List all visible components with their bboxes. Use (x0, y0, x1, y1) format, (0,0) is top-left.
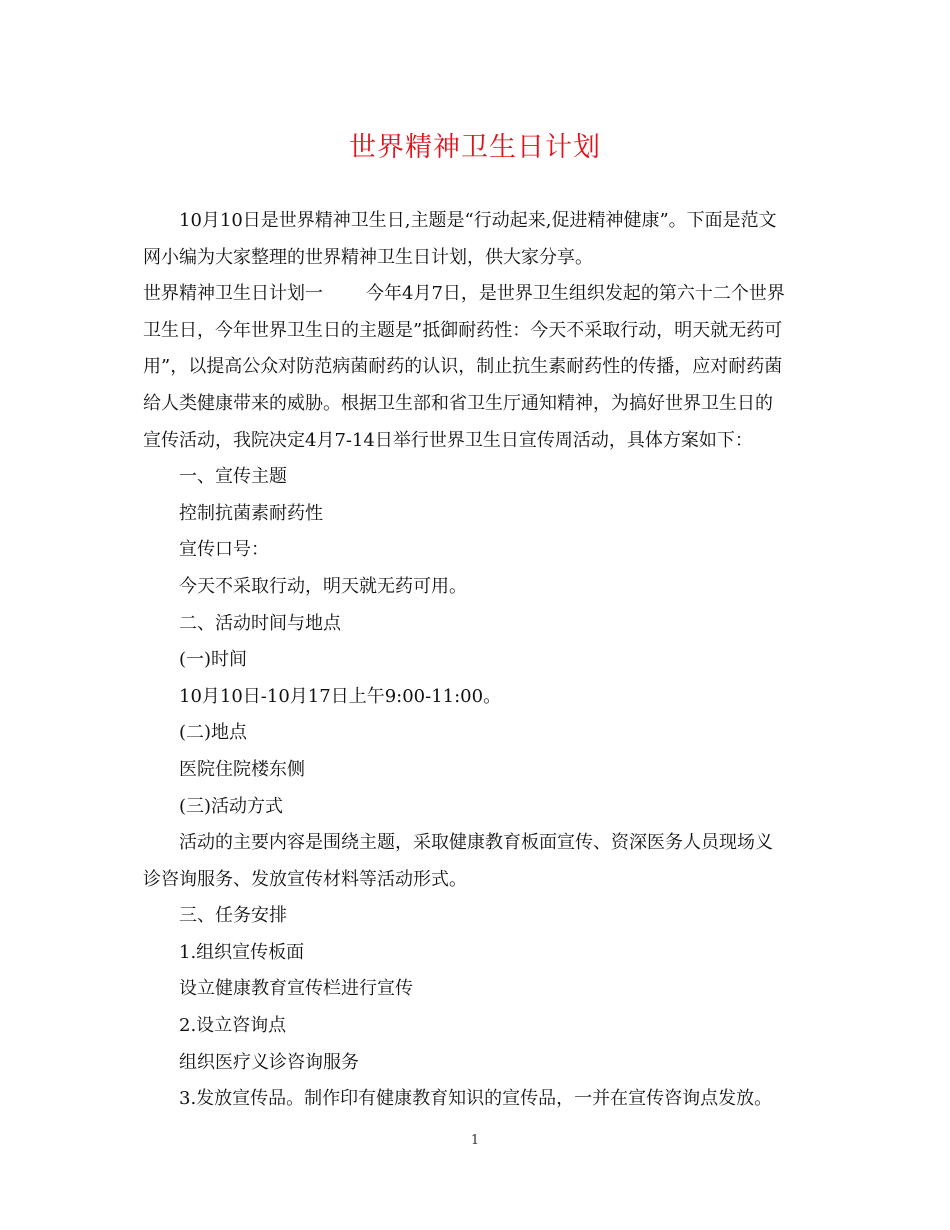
plan-first-line (143, 276, 815, 313)
section-text: 宣传口号： (179, 539, 269, 561)
task-item: 2.设立咨询点 (179, 1015, 287, 1037)
section-text: 10月10日-10月17日上午9:00-11:00。 (179, 685, 502, 707)
activity-line: 诊咨询服务、发放宣传材料等活动形式。 (143, 868, 467, 890)
section-heading: 三、任务安排 (179, 905, 287, 927)
plan-label: 世界精神卫生日计划一 (143, 283, 323, 305)
plan-line: 用”，以提高公众对防范病菌耐药的认识，制止抗生素耐药性的传播，应对耐药菌 (143, 356, 783, 378)
section-subheading: (三)活动方式 (179, 795, 284, 817)
section-text: 医院住院楼东侧 (179, 758, 305, 780)
task-item: 3.发放宣传品。制作印有健康教育知识的宣传品，一并在宣传咨询点发放。 (179, 1088, 773, 1110)
plan-line: 给人类健康带来的威胁。根据卫生部和省卫生厅通知精神，为搞好世界卫生日的 (143, 392, 773, 414)
task-text: 组织医疗义诊咨询服务 (179, 1051, 359, 1073)
plan-line: 卫生日，今年世界卫生日的主题是”抵御耐药性：今天不采取行动，明天就无药可 (143, 319, 783, 341)
section-heading: 一、宣传主题 (179, 466, 287, 488)
section-text: 今天不采取行动，明天就无药可用。 (179, 575, 467, 597)
task-text: 设立健康教育宣传栏进行宣传 (179, 978, 413, 1000)
task-item: 1.组织宣传板面 (179, 941, 305, 963)
document-body (143, 203, 815, 1118)
section-text: 控制抗菌素耐药性 (179, 502, 323, 524)
intro-line: 网小编为大家整理的世界精神卫生日计划，供大家分享。 (143, 246, 593, 268)
section-heading: 二、活动时间与地点 (179, 612, 341, 634)
section-subheading: (一)时间 (179, 649, 248, 671)
page-number: 1 (470, 1133, 480, 1148)
document-title: 世界精神卫生日计划 (349, 132, 601, 163)
plan-line: 宣传活动，我院决定4月7-14日举行世界卫生日宣传周活动，具体方案如下： (143, 429, 753, 451)
plan-line: 今年4月7日，是世界卫生组织发起的第六十二个世界 (366, 283, 785, 305)
activity-line: 活动的主要内容是围绕主题，采取健康教育板面宣传、资深医务人员现场义 (179, 832, 773, 854)
section-subheading: (二)地点 (179, 722, 248, 744)
intro-line: 10月10日是世界精神卫生日,主题是“行动起来,促进精神健康”。下面是范文 (179, 210, 777, 231)
